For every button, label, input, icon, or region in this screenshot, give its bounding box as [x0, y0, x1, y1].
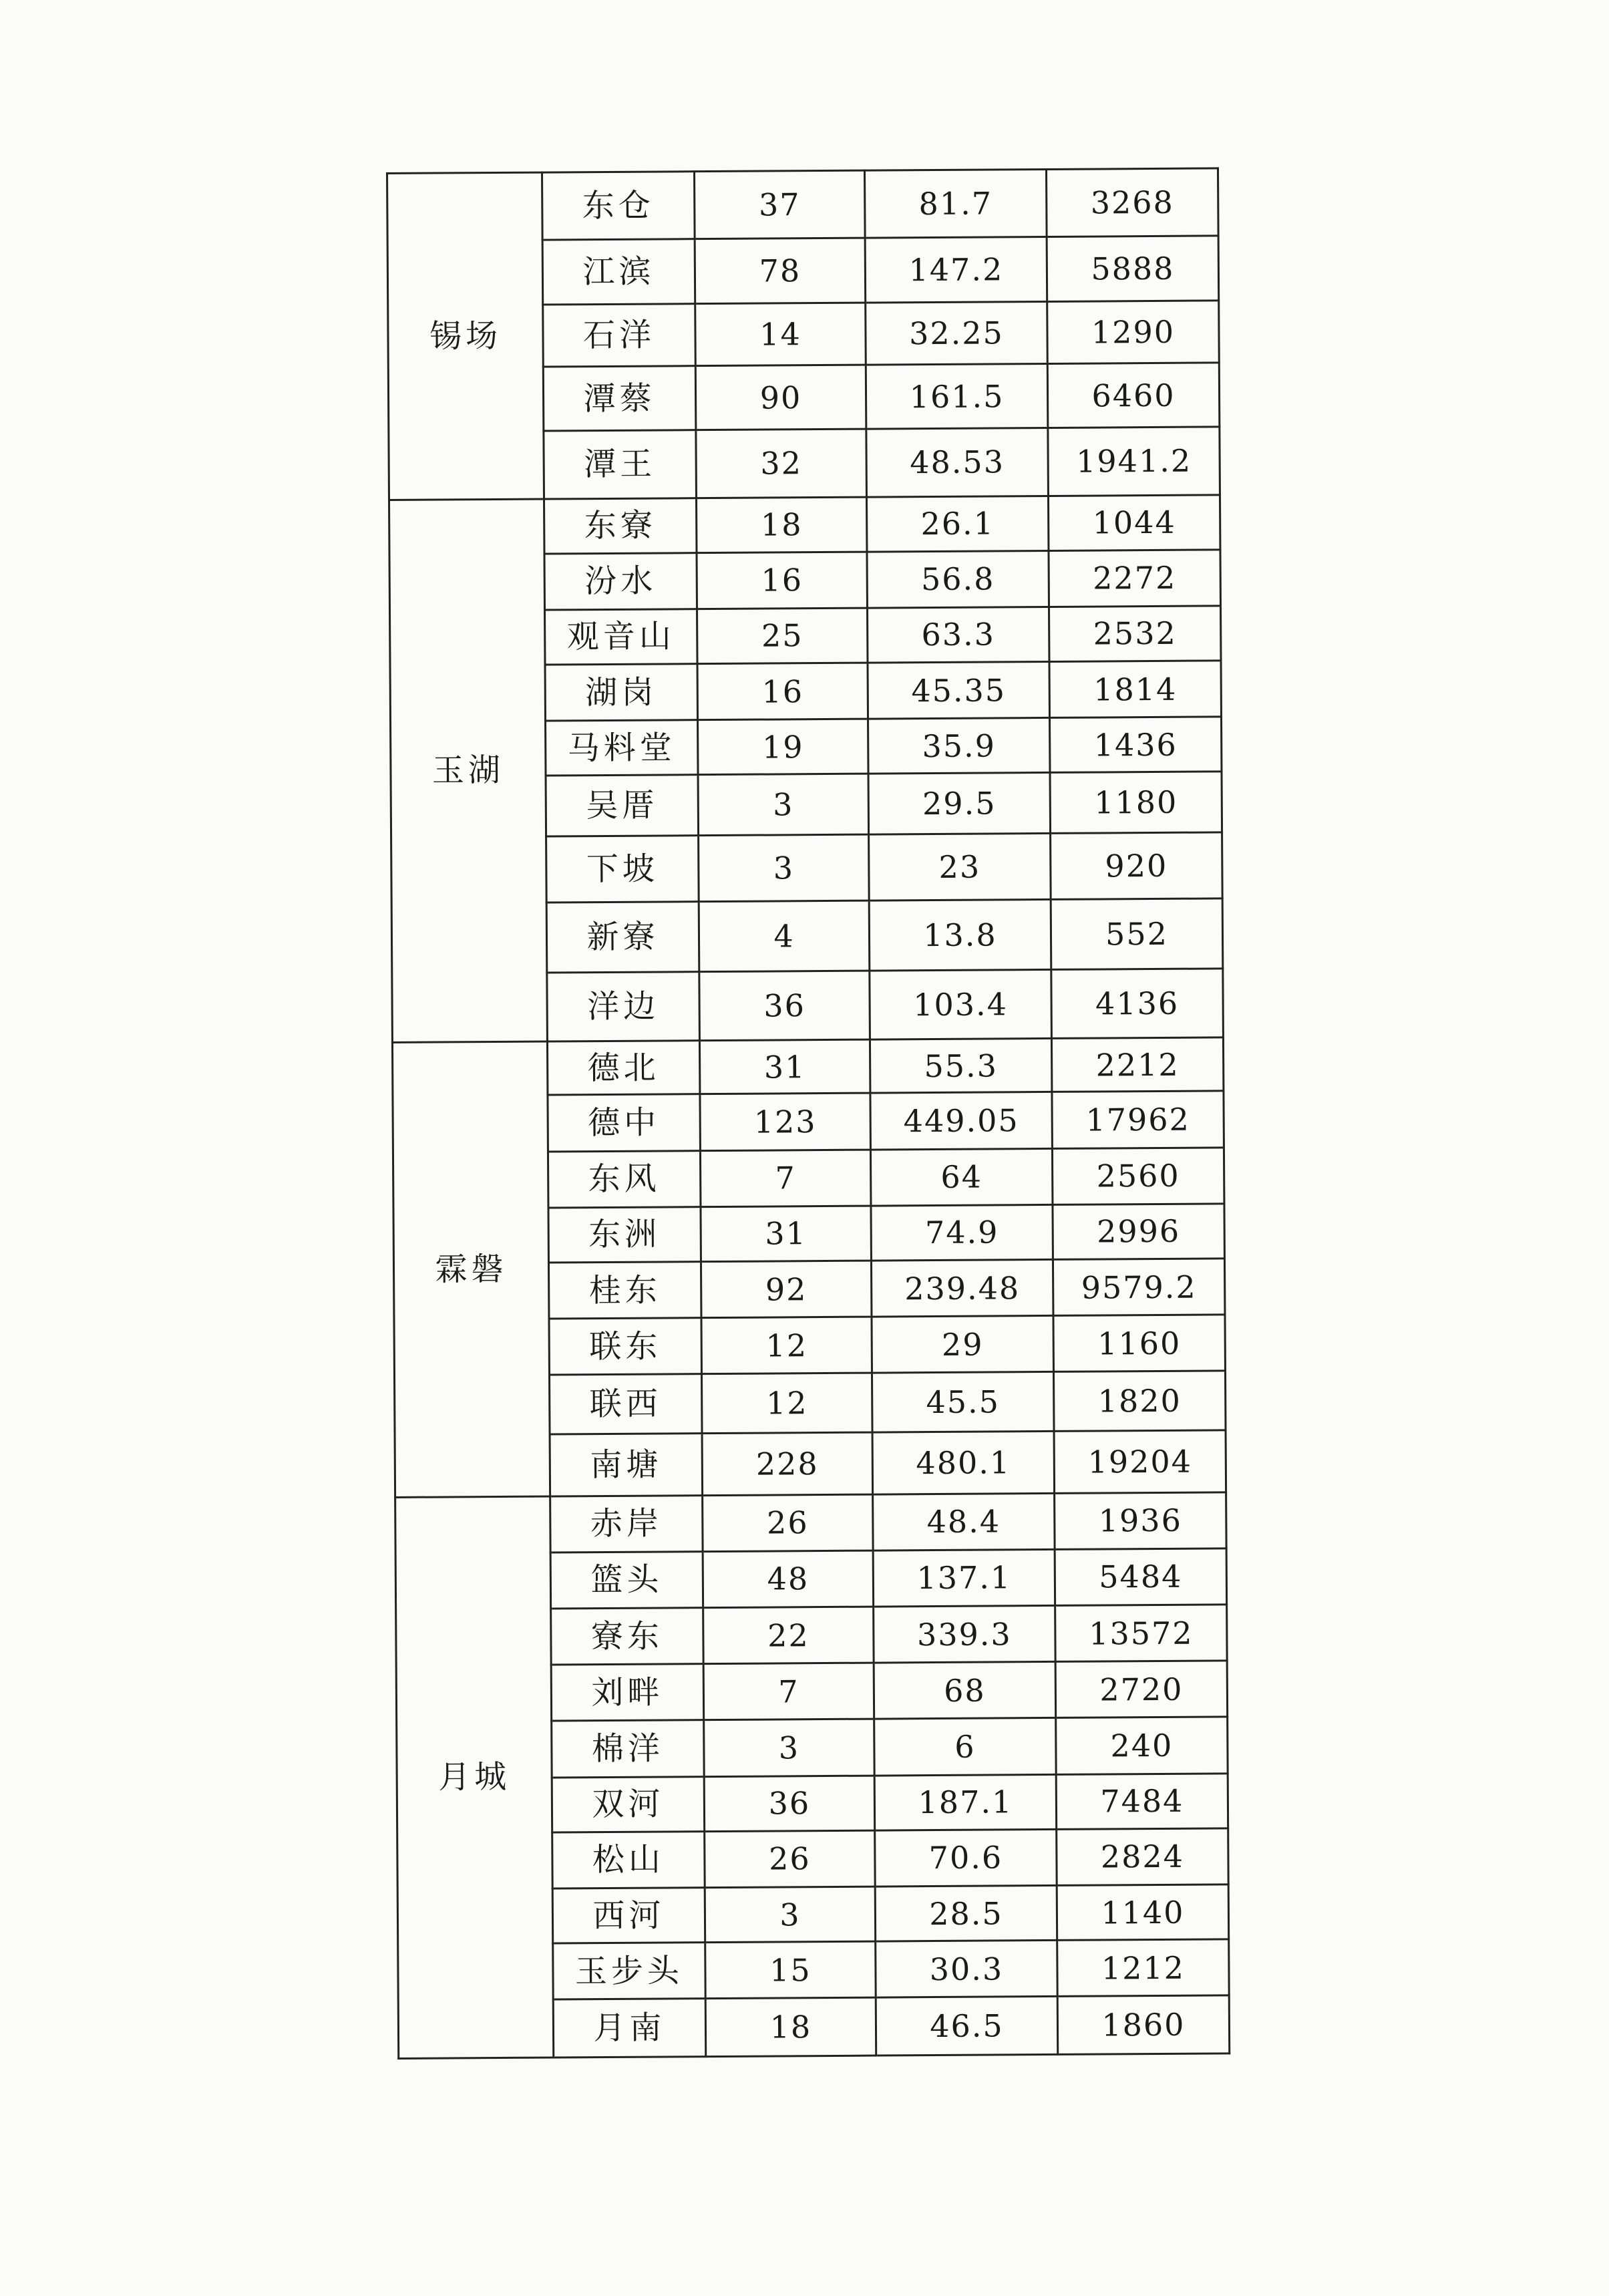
village-cell: 德中	[548, 1094, 701, 1152]
count-cell: 22	[703, 1607, 874, 1664]
amount-cell: 81.7	[864, 169, 1047, 238]
village-cell: 寮东	[551, 1608, 704, 1665]
total-cell: 1436	[1050, 717, 1222, 773]
amount-cell: 13.8	[869, 899, 1051, 971]
amount-cell: 26.1	[866, 496, 1048, 552]
village-cell: 玉步头	[553, 1943, 706, 2000]
town-cell: 锡场	[387, 172, 544, 500]
amount-cell: 103.4	[870, 970, 1052, 1040]
village-cell: 双河	[552, 1776, 704, 1832]
village-cell: 吴厝	[546, 775, 699, 836]
total-cell: 3268	[1046, 168, 1218, 237]
total-cell: 4136	[1051, 969, 1224, 1039]
village-cell: 赤岸	[550, 1495, 703, 1552]
count-cell: 12	[701, 1317, 872, 1374]
amount-cell: 6	[874, 1718, 1057, 1776]
amount-cell: 30.3	[876, 1941, 1058, 1998]
total-cell: 2996	[1053, 1204, 1224, 1260]
amount-cell: 339.3	[874, 1605, 1056, 1663]
village-cell: 联东	[549, 1318, 702, 1375]
village-cell: 下坡	[546, 836, 699, 903]
village-cell: 潭蔡	[543, 365, 696, 431]
total-cell: 2532	[1049, 606, 1220, 662]
village-cell: 东寮	[544, 498, 696, 554]
amount-cell: 68	[874, 1662, 1056, 1719]
total-cell: 1160	[1053, 1315, 1226, 1372]
amount-cell: 48.4	[873, 1493, 1055, 1550]
amount-cell: 147.2	[865, 237, 1047, 303]
count-cell: 3	[699, 834, 870, 902]
village-cell: 洋边	[547, 972, 700, 1042]
amount-cell: 480.1	[872, 1431, 1055, 1494]
amount-cell: 70.6	[875, 1829, 1057, 1887]
total-cell: 2272	[1049, 550, 1221, 607]
count-cell: 19	[698, 719, 868, 775]
total-cell: 1212	[1057, 1939, 1230, 1997]
village-cell: 马料堂	[546, 720, 698, 776]
amount-cell: 56.8	[867, 550, 1049, 608]
count-cell: 18	[705, 1998, 876, 2057]
total-cell: 7484	[1056, 1774, 1228, 1830]
amount-cell: 46.5	[876, 1997, 1058, 2056]
amount-cell: 29.5	[868, 773, 1051, 834]
total-cell: 1941.2	[1048, 427, 1220, 496]
village-cell: 篮头	[550, 1551, 703, 1609]
village-cell: 月南	[553, 1999, 706, 2058]
amount-cell: 239.48	[871, 1259, 1053, 1317]
amount-cell: 161.5	[866, 363, 1048, 430]
amount-cell: 48.53	[866, 428, 1049, 497]
village-cell: 东风	[548, 1150, 701, 1208]
amount-cell: 29	[872, 1316, 1054, 1373]
town-cell: 月城	[395, 1496, 554, 2059]
total-cell: 2212	[1051, 1037, 1223, 1092]
total-cell: 6460	[1047, 362, 1220, 428]
village-cell: 南塘	[550, 1434, 703, 1496]
total-cell: 5484	[1055, 1548, 1227, 1606]
village-cell: 东洲	[548, 1207, 701, 1263]
subsidy-table-page	[386, 167, 1228, 2060]
village-cell: 松山	[552, 1831, 705, 1889]
village-cell: 东仓	[542, 172, 695, 240]
town-cell: 霖磐	[392, 1041, 550, 1497]
table-row	[389, 494, 1220, 554]
amount-cell: 187.1	[874, 1774, 1056, 1830]
count-cell: 3	[704, 1719, 875, 1777]
town-cell: 玉湖	[389, 499, 547, 1043]
count-cell: 32	[696, 430, 867, 498]
amount-cell: 449.05	[870, 1092, 1053, 1150]
village-cell: 湖岗	[545, 664, 698, 721]
count-cell: 25	[697, 608, 868, 664]
count-cell: 228	[702, 1432, 873, 1495]
count-cell: 48	[703, 1550, 874, 1608]
total-cell: 920	[1051, 832, 1223, 900]
count-cell: 3	[705, 1887, 875, 1943]
count-cell: 78	[695, 238, 866, 303]
total-cell: 9579.2	[1053, 1259, 1225, 1316]
village-cell: 德北	[547, 1041, 699, 1095]
total-cell: 1860	[1057, 1995, 1230, 2054]
count-cell: 26	[705, 1830, 876, 1888]
total-cell: 240	[1056, 1717, 1228, 1774]
amount-cell: 74.9	[871, 1204, 1053, 1261]
total-cell: 1140	[1057, 1884, 1228, 1941]
amount-cell: 23	[869, 833, 1051, 900]
table-row	[387, 168, 1219, 241]
amount-cell: 63.3	[867, 607, 1049, 663]
count-cell: 31	[699, 1039, 870, 1094]
village-cell: 联西	[550, 1374, 703, 1434]
count-cell: 31	[701, 1206, 871, 1262]
count-cell: 12	[701, 1373, 872, 1434]
total-cell: 1814	[1049, 661, 1222, 718]
total-cell: 1290	[1047, 301, 1220, 363]
amount-cell: 32.25	[866, 301, 1048, 364]
total-cell: 1820	[1053, 1371, 1226, 1431]
table-row	[395, 1492, 1226, 1553]
village-cell: 西河	[552, 1888, 705, 1944]
count-cell: 18	[696, 497, 866, 553]
village-cell: 新寮	[546, 902, 699, 973]
total-cell: 1180	[1050, 772, 1222, 833]
amount-cell: 35.9	[868, 718, 1050, 774]
village-cell: 汾水	[544, 552, 697, 610]
amount-cell: 45.5	[872, 1372, 1054, 1432]
total-cell: 1044	[1048, 494, 1220, 550]
village-cell: 桂东	[548, 1262, 701, 1319]
village-data-table	[386, 167, 1230, 2060]
count-cell: 92	[701, 1261, 872, 1318]
count-cell: 16	[697, 663, 868, 720]
count-cell: 26	[703, 1494, 874, 1552]
total-cell: 5888	[1047, 236, 1219, 301]
amount-cell: 137.1	[873, 1549, 1055, 1607]
total-cell: 19204	[1054, 1430, 1226, 1493]
total-cell: 17962	[1052, 1091, 1224, 1148]
amount-cell: 45.35	[868, 661, 1050, 719]
count-cell: 123	[700, 1093, 871, 1150]
total-cell: 1936	[1055, 1492, 1227, 1549]
amount-cell: 55.3	[870, 1039, 1051, 1094]
village-cell: 刘畔	[551, 1664, 704, 1721]
count-cell: 36	[699, 971, 870, 1041]
village-cell: 棉洋	[552, 1720, 705, 1778]
total-cell: 2824	[1057, 1828, 1229, 1886]
count-cell: 90	[695, 365, 866, 430]
count-cell: 36	[704, 1776, 874, 1832]
count-cell: 7	[703, 1663, 874, 1720]
total-cell: 2720	[1055, 1661, 1228, 1718]
count-cell: 15	[705, 1941, 876, 1999]
count-cell: 3	[698, 774, 869, 835]
count-cell: 7	[700, 1150, 871, 1207]
village-cell: 潭王	[544, 430, 697, 498]
count-cell: 4	[699, 900, 870, 972]
table-row	[392, 1037, 1223, 1096]
count-cell: 37	[695, 170, 866, 239]
village-cell: 观音山	[545, 609, 697, 665]
amount-cell: 28.5	[875, 1885, 1057, 1941]
total-cell: 552	[1051, 898, 1223, 970]
village-cell: 江滨	[542, 239, 695, 305]
count-cell: 16	[697, 552, 868, 609]
count-cell: 14	[695, 303, 866, 365]
village-cell: 石洋	[543, 304, 696, 367]
amount-cell: 64	[870, 1148, 1053, 1206]
total-cell: 13572	[1055, 1605, 1228, 1662]
total-cell: 2560	[1052, 1147, 1224, 1204]
